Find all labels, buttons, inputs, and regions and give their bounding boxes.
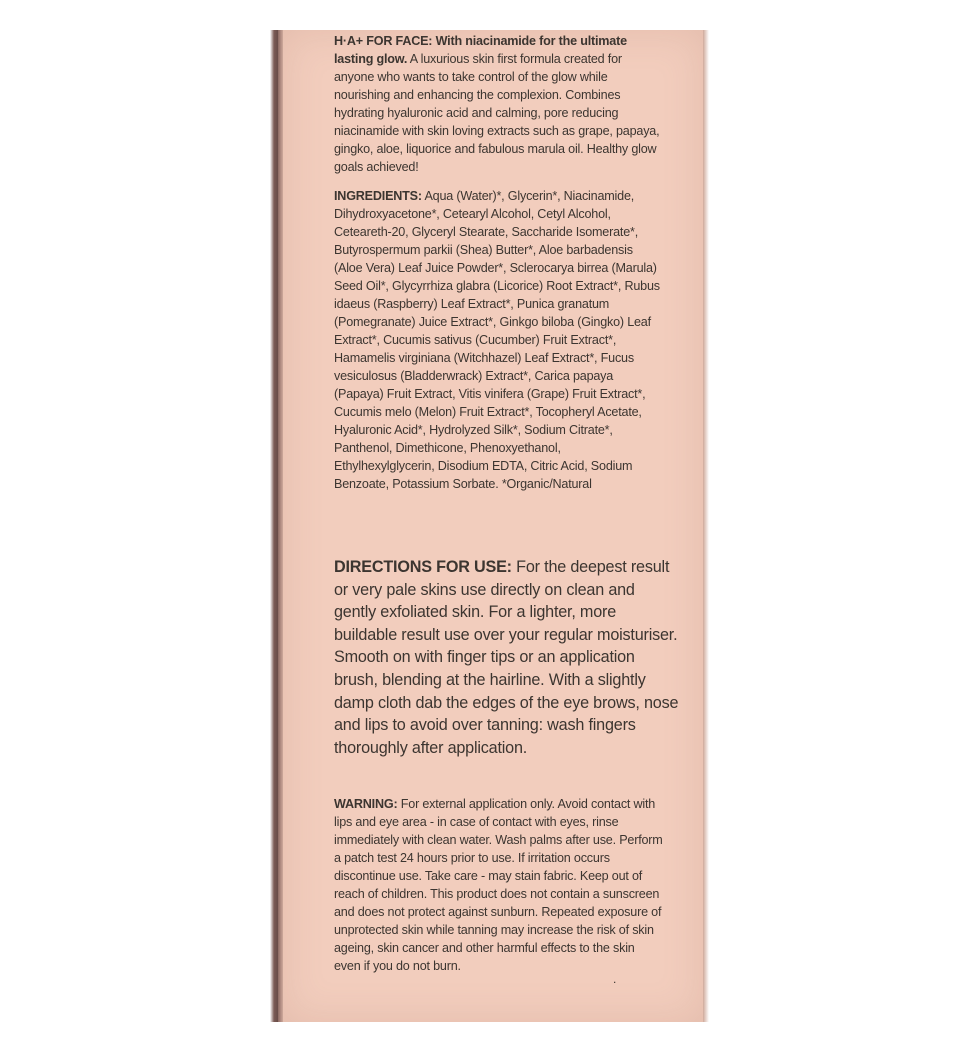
directions-section (334, 556, 679, 759)
description-heading: H·A+ FOR FACE: With niacinamide for the ultimate lasting glow. (334, 34, 627, 66)
ingredients-section (334, 187, 664, 493)
ingredients-heading: INGREDIENTS: (334, 189, 422, 203)
directions-body: For the deepest result or very pale skins use directly on clean and gently exfoliated skin. For a lighter, more buildable result use over your regular moisturiser. Smooth on with finger tips or an application brush, blending at the hairline. With a slightly damp cloth dab the edges of the eye brows, nose and lips to avoid over tanning: wash fingers thoroughly after application. (334, 558, 679, 757)
warning-section (334, 795, 664, 975)
box-right-edge-shadow (703, 30, 709, 1022)
warning-body: For external application only. Avoid contact with lips and eye area - in case of contact with eyes, rinse immediately with clean water. Wash palms after use. Perform a patch test 24 hours prior to use. If irritation occurs discontinue use. Take care - may stain fabric. Keep out of reach of children. This product does not contain a sunscreen and does not protect against sunburn. Repeated exposure of unprotected skin while tanning may increase the risk of skin ageing, skin cancer and other harmful effects to the skin even if you do not burn. (334, 797, 663, 973)
warning-heading: WARNING: (334, 797, 398, 811)
trailing-mark: . (613, 972, 617, 986)
product-description (334, 32, 664, 176)
ingredients-body: Aqua (Water)*, Glycerin*, Niacinamide, Dihydroxyacetone*, Cetearyl Alcohol, Cetyl Alcohol, Ceteareth-20, Glyceryl Stearate, Saccharide Isomerate*, Butyrospermum parkii (Shea) Butter*, Aloe barbadensis (Aloe Vera) Leaf Juice Powder*, Sclerocarya birrea (Marula) Seed Oil*, Glycyrrhiza glabra (Licorice) Root Extract*, Rubus idaeus (Raspberry) Leaf Extract*, Punica granatum (Pomegranate) Juice Extract*, Ginkgo biloba (Gingko) Leaf Extract*, Cucumis sativus (Cucumber) Fruit Extract*, Hamamelis virginiana (Witchhazel) Leaf Extract*, Fucus vesiculosus (Bladderwrack) Extract*, Carica papaya (Papaya) Fruit Extract, Vitis vinifera (Grape) Fruit Extract*, Cucumis melo (Melon) Fruit Extract*, Tocopheryl Acetate, Hyaluronic Acid*, Hydrolyzed Silk*, Sodium Citrate*, Panthenol, Dimethicone, Phenoxyethanol, Ethylhexylglycerin, Disodium EDTA, Citric Acid, Sodium Benzoate, Potassium Sorbate. *Organic/Natural (334, 189, 660, 491)
description-body: A luxurious skin first formula created for anyone who wants to take control of the glow while nourishing and enhancing the complexion. Combines hydrating hyaluronic acid and calming, pore reducing niacinamide with skin loving extracts such as grape, papaya, gingko, aloe, liquorice and fabulous marula oil. Healthy glow goals achieved! (334, 52, 660, 174)
directions-heading: DIRECTIONS FOR USE: (334, 558, 512, 576)
